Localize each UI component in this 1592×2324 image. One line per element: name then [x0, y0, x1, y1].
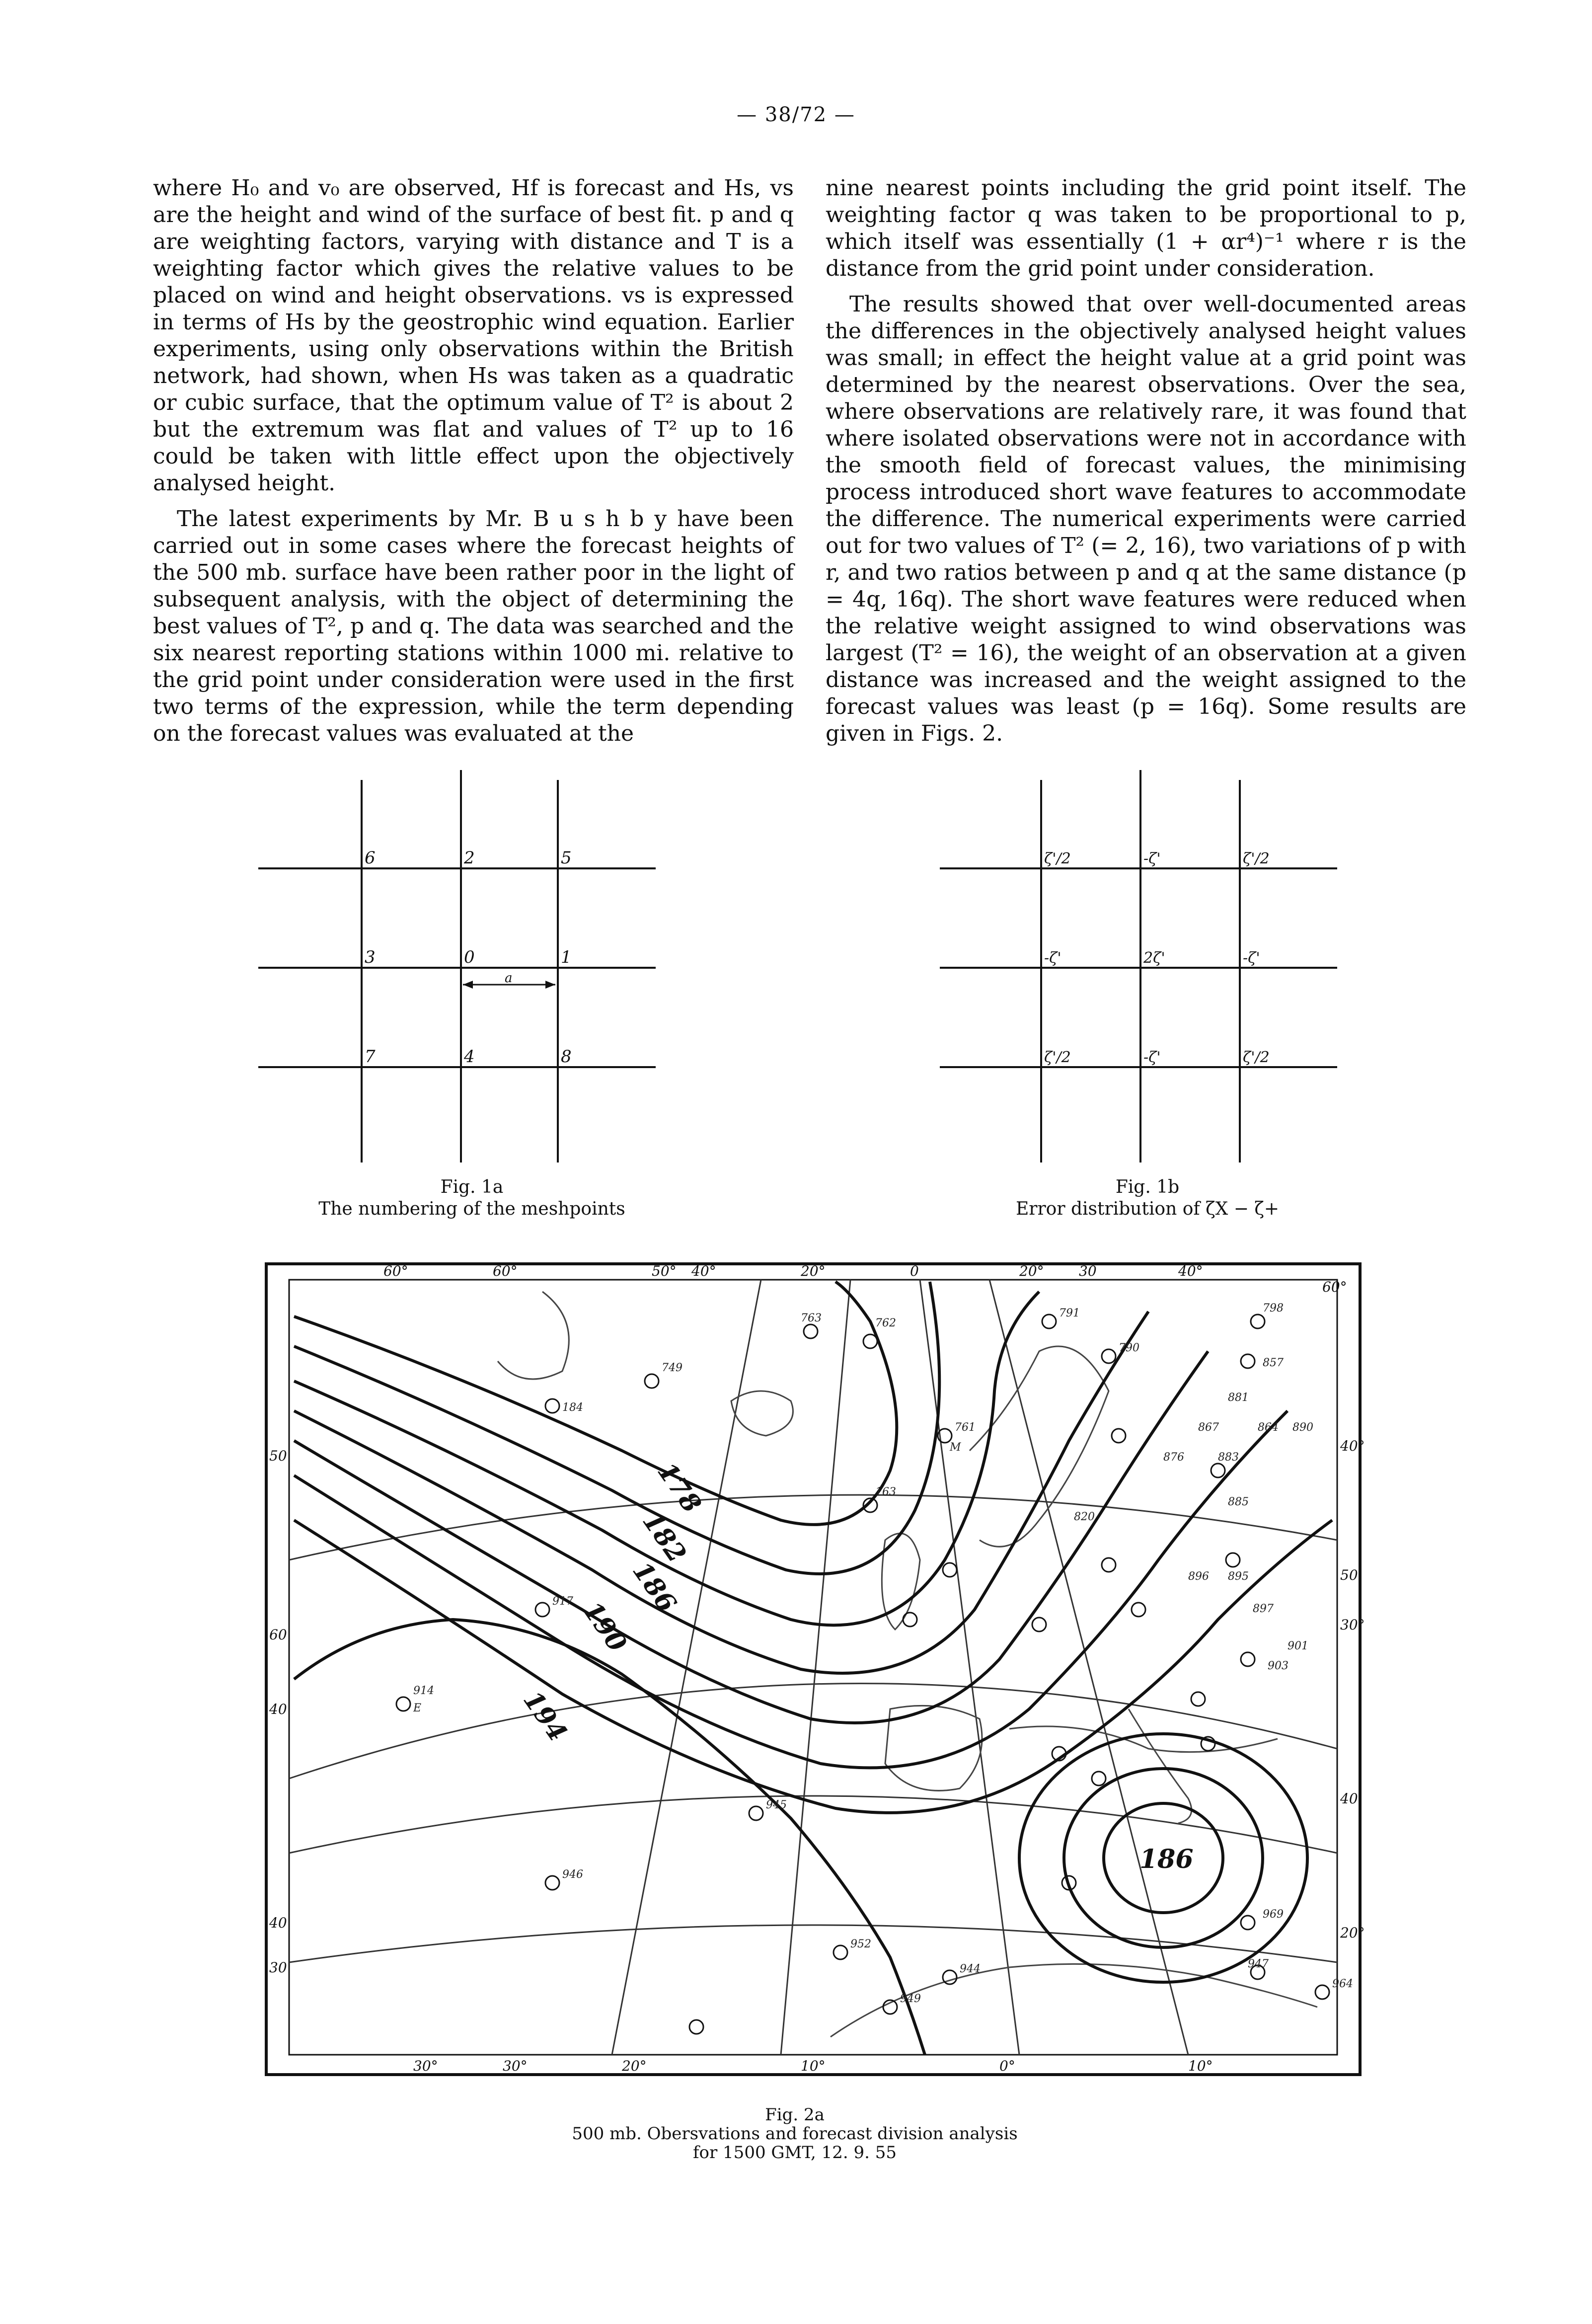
top-tick: 20° [1019, 1263, 1044, 1279]
station-label: 947 [1248, 1958, 1269, 1970]
station-marker [545, 1876, 559, 1890]
page-number: — 38/72 — [737, 103, 855, 126]
top-tick: 50° [652, 1263, 677, 1279]
station-label: 903 [1268, 1660, 1289, 1672]
contour-label-186: 186 [626, 1556, 682, 1618]
station-label: 857 [1263, 1357, 1284, 1369]
fig1a-caption-text: The numbering of the meshpoints [318, 1199, 625, 1219]
top-tick: 60° [383, 1263, 408, 1279]
station-marker [903, 1613, 917, 1627]
station-marker [1112, 1429, 1126, 1443]
right-paragraph-2: The results showed that over well-documented areas the differences in the objectively analysed height values was small; in effect the height value at a grid point was determined by the nearest observations. Over the sea, where observations are relatively rare, it was found that where isolated observations were not in accordance with the smooth field of forecast values, the minimising process introduced short wave features to accommodate the difference. The numerical experiments were carried out for two values of T² (= 2, 16), two variations of p with r, and two ratios between p and q at the same distance (p = 4q, 16q). The short wave features were reduced when the relative weight assigned to wind observations was largest (T² = 16), the weight of an observation at a given distance was increased and the weight assigned to the forecast values was least (p = 16q). Some results are given in Figs. 2. [826, 292, 1466, 746]
left-tick: 40 [269, 1915, 287, 1931]
station-marker [1191, 1692, 1205, 1706]
station-marker [689, 2020, 703, 2034]
station-marker [1226, 1553, 1240, 1567]
fig1a-label-7: 7 [365, 1047, 376, 1067]
fig1b-caption-number: Fig. 1b [1115, 1177, 1180, 1197]
station-label: 762 [875, 1317, 896, 1329]
top-tick: 60° [1322, 1279, 1347, 1295]
top-tick: 20° [801, 1263, 826, 1279]
station-marker [545, 1399, 559, 1413]
contour-label-194: 194 [517, 1685, 573, 1747]
fig1a-arrowhead-left [463, 981, 473, 989]
bottom-tick: 20° [622, 2058, 647, 2074]
contour-label-190: 190 [577, 1596, 633, 1658]
right-paragraph-1: nine nearest points including the grid point itself. The weighting factor q was taken to be proportional to p, which itself was essentially (1 + αr⁴)⁻¹ where r is the distance from the grid point under consideration. [826, 175, 1466, 281]
station-label: E [413, 1702, 422, 1714]
station-label: 885 [1228, 1496, 1249, 1508]
station-label: 945 [766, 1799, 787, 1811]
contour-8 [294, 1620, 925, 2055]
station-marker [1032, 1618, 1046, 1631]
fig1a-caption-number: Fig. 1a [440, 1177, 504, 1197]
fig1a-label-6: 6 [365, 848, 376, 868]
fig2a-caption-line2: for 1500 GMT, 12. 9. 55 [692, 2143, 897, 2163]
fig1b-label-se: ζ'/2 [1243, 1049, 1270, 1066]
top-tick: 30 [1079, 1263, 1097, 1279]
station-marker [1102, 1349, 1116, 1363]
contour-label-182: 182 [636, 1506, 692, 1568]
station-label: 952 [850, 1938, 871, 1950]
station-marker [749, 1806, 763, 1820]
fig1b-label-sw: ζ'/2 [1044, 1049, 1071, 1066]
station-label: 820 [1074, 1511, 1095, 1523]
map-frame-inner [289, 1280, 1337, 2055]
map-frame-outer [266, 1264, 1360, 2075]
fig2a-synoptic-map [264, 1262, 1365, 2077]
station-label: 791 [1059, 1307, 1080, 1319]
left-tick: 60 [269, 1627, 287, 1643]
bottom-tick: 30° [503, 2058, 528, 2074]
station-marker [1042, 1315, 1056, 1328]
fig2a-caption-number: Fig. 2a [765, 2105, 825, 2125]
fig1b-label-e: -ζ' [1243, 949, 1260, 967]
top-tick: 40° [691, 1263, 716, 1279]
contour-label-186-low: 186 [1139, 1844, 1194, 1874]
coast-iceland [731, 1391, 793, 1436]
bottom-tick: 10° [801, 2058, 826, 2074]
fig2a-caption [447, 2105, 1142, 2162]
station-label: 890 [1292, 1421, 1313, 1434]
station-label: 163 [875, 1486, 896, 1498]
station-marker [535, 1603, 549, 1617]
station-label: 946 [562, 1868, 583, 1881]
fig1a-label-5: 5 [561, 848, 572, 868]
station-label: 749 [662, 1362, 682, 1374]
latitude-line-4 [289, 1495, 1337, 1560]
station-label: 798 [1263, 1302, 1284, 1315]
fig1a-arrowhead-right [545, 981, 555, 989]
fig1a-spacing-label: a [505, 971, 513, 986]
station-label: M [950, 1441, 961, 1454]
station-label: 184 [562, 1401, 583, 1414]
station-label: 964 [1332, 1978, 1353, 1990]
station-marker [834, 1945, 847, 1959]
station-marker [1241, 1916, 1255, 1930]
bottom-tick: 30° [413, 2058, 438, 2074]
right-tick: 20° [1340, 1925, 1365, 1941]
right-tick: 30° [1340, 1617, 1365, 1633]
station-label: 876 [1163, 1451, 1184, 1464]
station-marker [645, 1374, 659, 1388]
station-label: 761 [955, 1421, 976, 1434]
fig1b-caption [934, 1176, 1361, 1220]
station-label: 969 [1263, 1908, 1284, 1921]
station-label: 901 [1288, 1640, 1308, 1652]
station-label: 867 [1198, 1421, 1219, 1434]
left-tick: 40 [269, 1701, 287, 1717]
station-marker [1315, 1985, 1329, 1999]
station-label: 949 [900, 1993, 921, 2005]
station-marker [396, 1697, 410, 1711]
station-marker [1211, 1464, 1225, 1477]
fig1a-label-1: 1 [561, 947, 572, 967]
fig1b-label-nw: ζ'/2 [1044, 850, 1071, 867]
station-label: 944 [960, 1963, 981, 1975]
station-marker [1102, 1558, 1116, 1572]
left-column [153, 175, 794, 756]
left-tick: 50 [269, 1448, 287, 1464]
meridian-line-3 [989, 1280, 1188, 2055]
fig1a-mesh-diagram [258, 770, 656, 1167]
contour-2 [294, 1282, 939, 1574]
contour-6 [294, 1411, 1288, 1768]
fig1a-label-4: 4 [464, 1047, 475, 1067]
station-label: 895 [1228, 1570, 1249, 1583]
right-tick: 40° [1340, 1438, 1365, 1454]
left-tick: 30 [269, 1959, 287, 1976]
left-paragraph-2: The latest experiments by Mr. B u s h b y have been carried out in some cases where the forecast heights of the 500 mb. surface have been rather poor in the light of subsequent analysis, with the object of determining the best values of T², p and q. The data was searched and the six nearest reporting stations within 1000 mi. relative to the grid point under consideration were used in the first two terms of the expression, while the term depending on the forecast values was evaluated at the [153, 506, 794, 746]
top-tick: 0 [910, 1263, 919, 1279]
fig1b-caption-text: Error distribution of ζX − ζ+ [1015, 1199, 1280, 1219]
fig2a-caption-line1: 500 mb. Obersvations and forecast division analysis [572, 2124, 1018, 2144]
station-marker [943, 1563, 957, 1577]
right-tick: 40 [1340, 1790, 1358, 1807]
fig1b-label-s: -ζ' [1143, 1049, 1161, 1066]
station-marker [1241, 1652, 1255, 1666]
right-tick: 50 [1340, 1567, 1358, 1583]
fig1b-error-diagram [940, 770, 1337, 1167]
fig1a-label-0: 0 [464, 947, 475, 967]
bottom-tick: 10° [1188, 2058, 1213, 2074]
station-marker [1132, 1603, 1145, 1617]
bottom-tick: 0° [999, 2058, 1015, 2074]
right-column [826, 175, 1466, 756]
fig1b-label-n: -ζ' [1143, 850, 1161, 867]
station-label: 883 [1218, 1451, 1239, 1464]
coast-greenland [498, 1292, 569, 1379]
meridian-line-2 [920, 1280, 1019, 2055]
station-label: 897 [1253, 1603, 1274, 1615]
left-paragraph-1: where H₀ and v₀ are observed, Hf is forecast and Hs, vs are the height and wind of the surface of best fit. p and q are weighting factors, varying with distance and T is a weighting factor which gives the relative values to be placed on wind and height observations. vs is expressed in terms of Hs by the geostrophic wind equation. Earlier experiments, using only observations within the British network, had shown, when Hs was taken as a quadratic or cubic surface, that the optimum value of T² is about 2 but the extremum was flat and values of T² up to 16 could be taken with little effect upon the objectively analysed height. [153, 175, 794, 496]
station-marker [1092, 1772, 1106, 1785]
station-label: 763 [801, 1312, 822, 1324]
latitude-line-3 [289, 1925, 1337, 1962]
top-tick: 40° [1178, 1263, 1203, 1279]
fig1a-label-8: 8 [561, 1047, 572, 1067]
station-marker [943, 1970, 957, 1984]
fig1a-label-2: 2 [464, 848, 475, 868]
station-marker [863, 1334, 877, 1348]
station-marker [1251, 1315, 1265, 1328]
station-marker [1241, 1354, 1255, 1368]
station-marker [804, 1324, 818, 1338]
fig1b-label-center: 2ζ' [1143, 949, 1165, 967]
station-label: 917 [552, 1595, 573, 1608]
station-label: 881 [1228, 1392, 1249, 1404]
fig1a-label-3: 3 [365, 947, 376, 967]
fig1a-caption [258, 1176, 685, 1220]
fig1b-label-ne: ζ'/2 [1243, 850, 1270, 867]
fig1b-label-w: -ζ' [1044, 949, 1061, 967]
coast-mediterranean [1009, 1726, 1278, 1752]
station-label: 896 [1188, 1570, 1209, 1583]
station-label: 790 [1119, 1342, 1139, 1354]
contour-label-178: 178 [651, 1457, 707, 1519]
top-tick: 60° [493, 1263, 518, 1279]
station-label: 914 [413, 1685, 434, 1697]
station-label: 864 [1258, 1421, 1279, 1434]
